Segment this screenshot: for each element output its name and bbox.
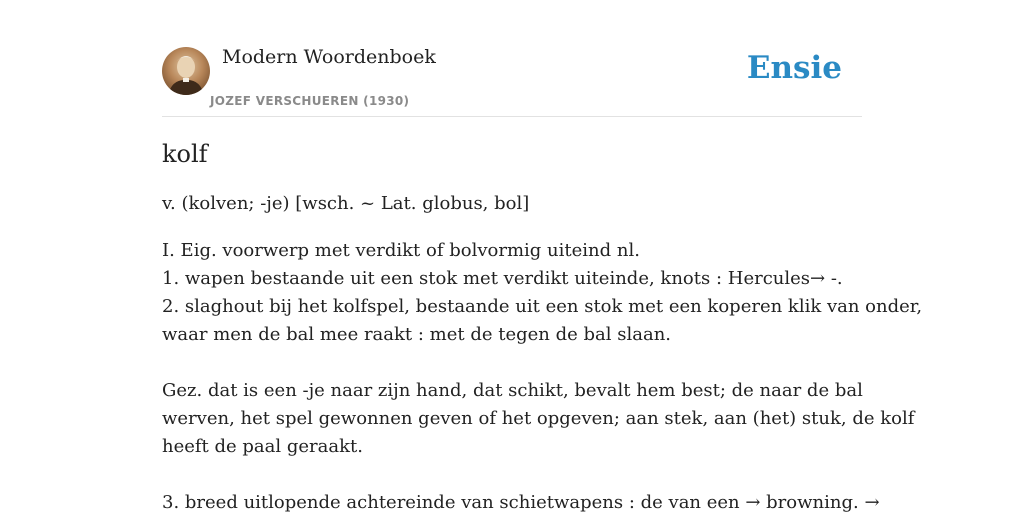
paragraph-gap xyxy=(162,461,864,489)
definition-line: 2. slaghout bij het kolfspel, bestaande uit een stok met een koperen klik van onder, xyxy=(162,296,923,317)
book-title[interactable]: Modern Woordenboek xyxy=(222,46,436,68)
definition-line: I. Eig. voorwerp met verdikt of bolvormig uiteind nl. xyxy=(162,240,640,261)
definition-line: werven, het spel gewonnen geven of het opgeven; aan stek, aan (het) stuk, de kolf xyxy=(162,408,915,429)
entry-content xyxy=(162,138,923,512)
author-portrait-icon xyxy=(162,47,210,95)
author-name[interactable]: JOZEF VERSCHUEREN (1930) xyxy=(210,94,410,108)
definition-line: waar men de bal mee raakt : met de tegen de bal slaan. xyxy=(162,324,672,345)
paragraph-gap xyxy=(162,349,864,377)
definition-line: heeft de paal geraakt. xyxy=(162,436,363,457)
entry-definition xyxy=(162,237,923,512)
entry-headword: kolf xyxy=(162,140,208,168)
entry-grammar: v. (kolven; -je) [wsch. ~ Lat. globus, bol] xyxy=(162,193,530,214)
ensie-logo[interactable]: Ensie xyxy=(746,50,842,86)
definition-line: 1. wapen bestaande uit een stok met verdikt uiteinde, knots : Hercules→ -. xyxy=(162,268,843,289)
definition-line: Gez. dat is een -je naar zijn hand, dat schikt, bevalt hem best; de naar de bal xyxy=(162,380,863,401)
author-avatar[interactable] xyxy=(162,47,210,95)
definition-line: 3. breed uitlopende achtereinde van schietwapens : de van een → browning. → xyxy=(162,492,880,512)
header xyxy=(162,44,862,117)
